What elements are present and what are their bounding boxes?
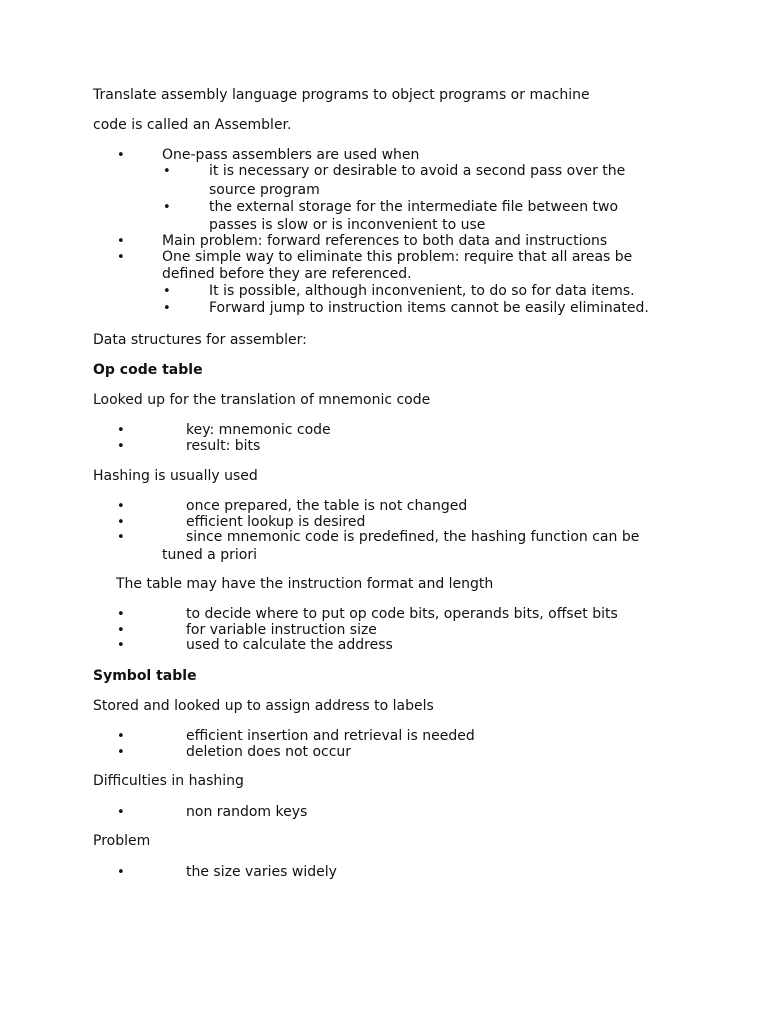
bullet-icon: • — [117, 729, 125, 744]
sub-bullet-icon: • — [163, 164, 171, 179]
intro-line-1: Translate assembly language programs to object programs or machine — [93, 87, 590, 103]
bullet-icon: • — [117, 638, 125, 653]
op-code-item: result: bits — [186, 438, 261, 454]
op-code-heading: Op code table — [93, 362, 203, 378]
problem-item: the size varies widely — [186, 864, 337, 880]
simple-way-line2: defined before they are referenced. — [162, 266, 412, 282]
hashing-item-continuation: tuned a priori — [162, 547, 257, 563]
bullet-icon: • — [117, 499, 125, 514]
difficulties-line: Difficulties in hashing — [93, 773, 244, 789]
simple-way-line1: One simple way to eliminate this problem: require that all areas be — [162, 249, 633, 265]
sub-bullet-icon: • — [163, 200, 171, 215]
symbol-stored: Stored and looked up to assign address to labels — [93, 698, 434, 714]
bullet-icon: • — [117, 234, 125, 249]
problem-line: Problem — [93, 833, 151, 849]
op-code-item: key: mnemonic code — [186, 422, 331, 438]
one-pass-sub2-line2: passes is slow or is inconvenient to use — [209, 217, 486, 233]
one-pass-sub1-line2: source program — [209, 182, 320, 198]
op-code-looked-up: Looked up for the translation of mnemonic code — [93, 392, 431, 408]
bullet-icon: • — [117, 530, 125, 545]
op-code-format-line: The table may have the instruction format and length — [116, 576, 494, 592]
format-item: to decide where to put op code bits, operands bits, offset bits — [186, 606, 618, 622]
bullet-icon: • — [117, 607, 125, 622]
bullet-icon: • — [117, 805, 125, 820]
symbol-item: deletion does not occur — [186, 744, 352, 760]
bullet-icon: • — [117, 623, 125, 638]
hashing-item: once prepared, the table is not changed — [186, 498, 468, 514]
one-pass-sub1-line1: it is necessary or desirable to avoid a second pass over the — [209, 163, 626, 179]
bullet-icon: • — [117, 865, 125, 880]
symbol-table-heading: Symbol table — [93, 668, 197, 684]
sub-bullet-icon: • — [163, 301, 171, 316]
one-pass-sub4: Forward jump to instruction items cannot be easily eliminated. — [209, 300, 649, 316]
hashing-item: since mnemonic code is predefined, the hashing function can be — [186, 529, 640, 545]
bullet-icon: • — [117, 423, 125, 438]
bullet-icon: • — [117, 250, 125, 265]
bullet-icon: • — [117, 439, 125, 454]
intro-line-2: code is called an Assembler. — [93, 117, 292, 133]
bullet-icon: • — [117, 148, 125, 163]
sub-bullet-icon: • — [163, 284, 171, 299]
bullet-icon: • — [117, 745, 125, 760]
format-item: used to calculate the address — [186, 637, 393, 653]
hashing-item: efficient lookup is desired — [186, 514, 366, 530]
format-item: for variable instruction size — [186, 622, 377, 638]
bullet-icon: • — [117, 515, 125, 530]
one-pass-sub2-line1: the external storage for the intermediate file between two — [209, 199, 619, 215]
op-code-hashing: Hashing is usually used — [93, 468, 258, 484]
symbol-item: efficient insertion and retrieval is needed — [186, 728, 475, 744]
one-pass-heading: One-pass assemblers are used when — [162, 147, 420, 163]
one-pass-sub3: It is possible, although inconvenient, to do so for data items. — [209, 283, 635, 299]
data-structures-line: Data structures for assembler: — [93, 332, 307, 348]
main-problem: Main problem: forward references to both data and instructions — [162, 233, 608, 249]
difficulties-item: non random keys — [186, 804, 308, 820]
